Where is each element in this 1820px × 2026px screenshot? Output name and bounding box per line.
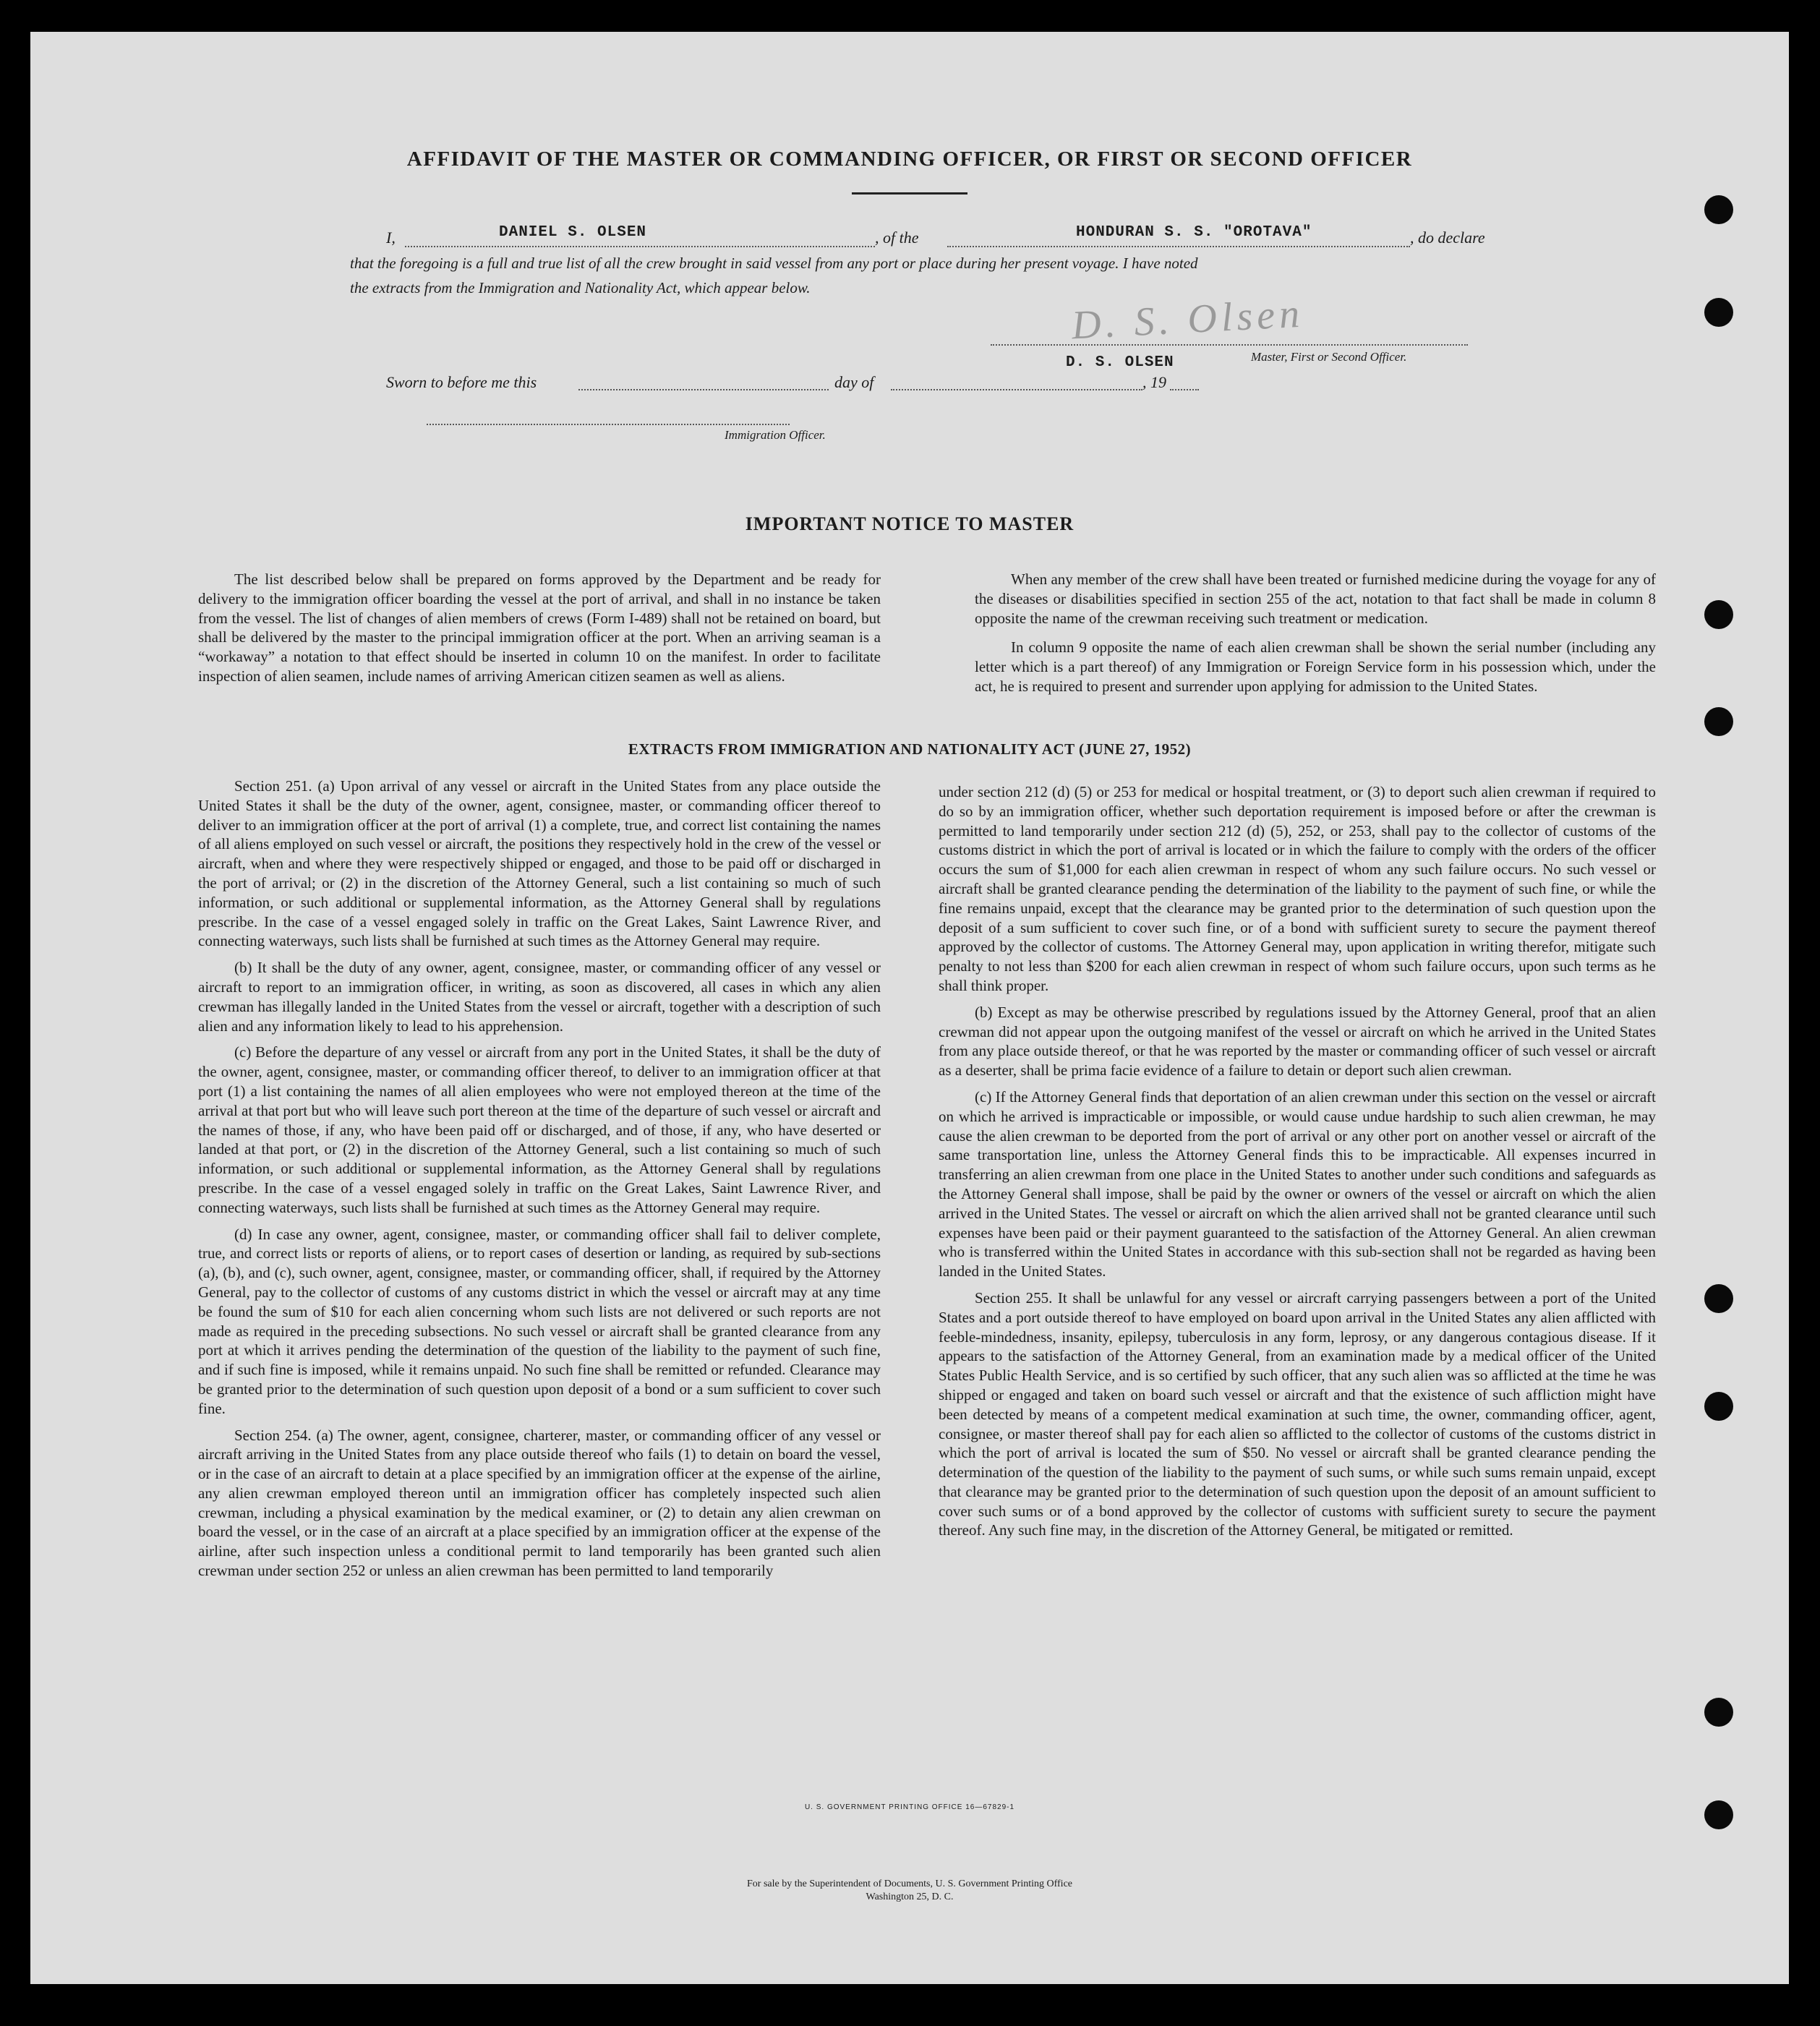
punch-hole: [1704, 1698, 1733, 1727]
day-of-label: day of: [834, 373, 874, 391]
extract-paragraph: under section 212 (d) (5) or 253 for medical or hospital treatment, or (3) to deport such alien crewman if required to do so by an immigration officer, whether such deportation requirement is imposed before or after the crewman is permitted to land temporarily under section 212 (d) (5), 252, or 253, shall pay to the collector of customs of the customs district in which the port of arrival is located or in which the failure to comply with the orders of the officer occurs the sum of $1,000 for each alien crewman in respect of whom any such failure occurs. No such vessel or aircraft shall be granted clearance pending the determination of the liability to the payment of such fine, or while the fine remains unpaid, except that the clearance may be granted prior to the determination of such question upon the deposit of a sum sufficient to cover such fine, or of a bond with sufficient surety to secure the payment thereof approved by the collector of customs. The Attorney General may, upon application in writing therefor, mitigate such penalty to not less than $200 for each alien crewman in respect of whom such failure occurs, upon such terms as he shall think proper.: [939, 783, 1656, 994]
page-title: AFFIDAVIT OF THE MASTER OR COMMANDING OFFICER, OR FIRST OR SECOND OFFICER: [406, 148, 1413, 171]
officer-label: Immigration Officer.: [725, 428, 826, 442]
extracts-title: EXTRACTS FROM IMMIGRATION AND NATIONALITY ACT (JUNE 27, 1952): [628, 740, 1192, 758]
extracts-left-column: [198, 777, 881, 1588]
punch-hole: [1704, 1392, 1733, 1421]
sworn-label: Sworn to before me this: [386, 373, 537, 391]
year-label: , 19: [1142, 373, 1166, 391]
sale-notice-line-1: For sale by the Superintendent of Documents, U. S. Government Printing Office: [747, 1878, 1072, 1889]
punch-hole: [1704, 1284, 1733, 1313]
sworn-day-line: [578, 389, 829, 390]
extract-paragraph: (b) Except as may be otherwise prescribed by regulations issued by the Attorney General, proof that an alien crewman did not appear upon the outgoing manifest of the vessel or aircraft on which he arrived in the United States from any place outside thereof, or that he was reported by the master or commanding officer of such vessel or aircraft as a deserter, shall be prima facie evidence of a failure to detain or deport such alien crewman.: [939, 1003, 1656, 1080]
document-page: [30, 32, 1789, 1984]
signer-role-label: Master, First or Second Officer.: [1251, 350, 1407, 364]
vessel-name: HONDURAN S. S. "OROTAVA": [1076, 224, 1312, 241]
name-field-line: [405, 246, 875, 247]
notice-title: IMPORTANT NOTICE TO MASTER: [745, 513, 1075, 534]
punch-hole: [1704, 195, 1733, 224]
sworn-month-line: [891, 389, 1142, 390]
signer-typed-name: D. S. OLSEN: [1066, 354, 1174, 371]
affidavit-line-2: that the foregoing is a full and true list of all the crew brought in said vessel from any port or place during her present voyage. I have noted: [350, 255, 1198, 272]
extract-paragraph: Section 251. (a) Upon arrival of any vessel or aircraft in the United States from any place outside the United States it shall be the duty of the owner, agent, consignee, master, or commanding officer thereof to deliver to an immigration officer at the port of arrival (1) a complete, true, and correct list containing the names of all aliens employed on such vessel or aircraft, the positions they respectively hold in the crew of the vessel or aircraft, when and where they were respectively shipped or engaged, and those to be paid off or discharged in the port of arrival; or (2) in the discretion of the Attorney General, such a list containing so much of such information, or such additional or supplemental information, as the Attorney General shall by regulations prescribe. In the case of a vessel engaged solely in traffic on the Great Lakes, Saint Lawrence River, and connecting waterways, such lists shall be furnished at such times as the Attorney General may require.: [198, 777, 881, 950]
affidavit-line-3: the extracts from the Immigration and Nationality Act, which appear below.: [350, 279, 811, 296]
punch-hole: [1704, 707, 1733, 736]
officer-signature-line: [427, 424, 790, 425]
extract-paragraph: Section 254. (a) The owner, agent, consignee, charterer, master, or commanding officer of any vessel or aircraft arriving in the United States from any place outside thereof who fails (1) to detain on board the vessel, or in the case of an aircraft to detain at a place specified by an immigration officer at the expense of the airline, any alien crewman employed thereon until an immigration officer has completely inspected such alien crewman, including a physical examination by the medical examiner, or (2) to detain any alien crewman on board the vessel, or in the case of an aircraft at a place specified by an immigration officer at the expense of the airline, after such inspection unless a conditional permit to land temporarily has been granted such alien crewman under section 252 or unless an alien crewman has been permitted to land temporarily: [198, 1426, 881, 1580]
title-rule: [852, 192, 967, 195]
declare-label: , do declare: [1410, 228, 1485, 247]
signature-line: [991, 344, 1468, 346]
extract-paragraph: Section 255. It shall be unlawful for any vessel or aircraft carrying passengers between a port of the United States and a port outside thereof to have employed on board upon arrival in the United States any alien afflicted with feeble-mindedness, insanity, epilepsy, tuberculosis in any form, leprosy, or any dangerous contagious disease. If it appears to the satisfaction of the Attorney General, from an examination made by a medical officer of the United States Public Health Service, and is so certified by such officer, that any such alien was so afflicted at the time he was shipped or engaged and taken on board such vessel or aircraft and that the existence of such affliction might have been detected by means of a competent medical examination at such time, the owner, commanding officer, agent, consignee, or master thereof shall pay for each alien so afflicted to the collector of customs of the customs district in which the port of arrival is located the sum of $50. No vessel or aircraft shall be granted clearance pending the determination of the question of the liability to the payment of such sums, or while such sums remain unpaid, except that clearance may be granted prior to the determination of such question upon the deposit of an amount sufficient to cover such sums or of a bond approved by the collector of customs with sufficient surety to secure the payment thereof. Any such fine may, in the discretion of the Attorney General, be mitigated or remitted.: [939, 1288, 1656, 1539]
of-the-label: , of the: [875, 228, 919, 247]
punch-hole: [1704, 1800, 1733, 1829]
notice-paragraph: When any member of the crew shall have been treated or furnished medicine during the voyage for any of the diseases or disabilities specified in section 255 of the act, notation to that fact shall be made in column 8 opposite the name of the crewman receiving such treatment or medication.: [975, 570, 1656, 627]
extract-paragraph: (c) If the Attorney General finds that deportation of an alien crewman under this section on the vessel or aircraft on which he arrived is impracticable or impossible, or would cause undue hardship to such alien crewman, he may cause the alien crewman to be deported from the port of arrival or any other port on another vessel or aircraft of the same transportation line, unless the Attorney General finds this to be impracticable. All expenses incurred in transferring an alien crewman from one place in the United States to another under such conditions and safeguards as the Attorney General shall impose, shall be paid by the owner or owners of the vessel or aircraft on which the alien arrived in the United States. The vessel or aircraft on which the alien arrived shall not be granted clearance until such expenses have been paid or their payment guaranteed to the satisfaction of the Attorney General. An alien crewman who is transferred within the United States in accordance with this sub-section shall not be regarded as having been landed in the United States.: [939, 1087, 1656, 1281]
gpo-imprint: U. S. GOVERNMENT PRINTING OFFICE 16—67829-1: [804, 1803, 1015, 1811]
extract-paragraph: (b) It shall be the duty of any owner, agent, consignee, master, or commanding officer of any vessel or aircraft to report to an immigration officer, in writing, as soon as discovered, all cases in which any alien crewman has illegally landed in the United States from the vessel or aircraft, together with a description of such alien and any information likely to lead to his apprehension.: [198, 959, 881, 1035]
sworn-year-line: [1170, 389, 1199, 390]
master-name: DANIEL S. OLSEN: [499, 224, 647, 241]
sale-notice-line-2: Washington 25, D. C.: [866, 1892, 954, 1902]
notice-paragraph: The list described below shall be prepared on forms approved by the Department and be ready for delivery to the immigration officer boarding the vessel at the port of arrival, and shall in no instance be taken from the vessel. The list of changes of alien members of crews (Form I-489) shall not be retained on board, but shall be delivered by the master to the principal immigration officer at the port. When an arriving seaman is a “workaway” a notation to that effect should be inserted in column 10 on the manifest. In order to facilitate inspection of alien seamen, include names of arriving American citizen seamen as well as aliens.: [198, 570, 881, 685]
notice-paragraph: In column 9 opposite the name of each alien crewman shall be shown the serial number (including any letter which is a part thereof) of any Immigration or Foreign Service form in his possession which, under the act, he is required to present and surrender upon applying for admission to the United States.: [975, 638, 1656, 695]
extracts-right-column: [939, 782, 1656, 1547]
vessel-field-line: [947, 246, 1410, 247]
affidavit-i-label: I,: [386, 228, 396, 247]
punch-hole: [1704, 298, 1733, 327]
punch-hole: [1704, 600, 1733, 629]
handwritten-signature: D. S. Olsen: [1070, 291, 1305, 349]
extract-paragraph: (c) Before the departure of any vessel or aircraft from any port in the United States, it shall be the duty of the owner, agent, consignee, master, or commanding officer thereof, to deliver to an immigration officer at that port (1) a list containing the names of all alien employees who were not employed thereon at the time of the arrival at that port but who will leave such port thereon at the time of the departure of such vessel or aircraft and the names of those, if any, who have been paid off or discharged, and of those, if any, who have deserted or landed at that port, or (2) in the discretion of the Attorney General, such a list containing so much of such information, or such additional or supplemental information, as the Attorney General shall by regulations prescribe. In the case of a vessel engaged solely in traffic on the Great Lakes, Saint Lawrence River, and connecting waterways, such lists shall be furnished at such times as the Attorney General may require.: [198, 1043, 881, 1216]
notice-right-column: [975, 570, 1656, 704]
extract-paragraph: (d) In case any owner, agent, consignee, master, or commanding officer shall fail to deliver complete, true, and correct lists or reports of aliens, or to report cases of desertion or landing, as required by sub-sections (a), (b), and (c), such owner, agent, consignee, master, or commanding officer, shall, if required by the Attorney General, pay to the collector of customs of any customs district in which the vessel or aircraft may at any time be found the sum of $10 for each alien concerning whom such lists are not delivered or such reports are not made as required in the preceding subsections. No such vessel or aircraft shall be granted clearance from any port at which it arrives pending the determination of the question of the liability to the payment of such fine, and if such fine is imposed, while it remains unpaid. No such fine shall be remitted or refunded. Clearance may be granted prior to the determination of such question upon deposit of a bond or a sum sufficient to cover such fine.: [198, 1225, 881, 1417]
notice-left-column: [198, 570, 881, 693]
